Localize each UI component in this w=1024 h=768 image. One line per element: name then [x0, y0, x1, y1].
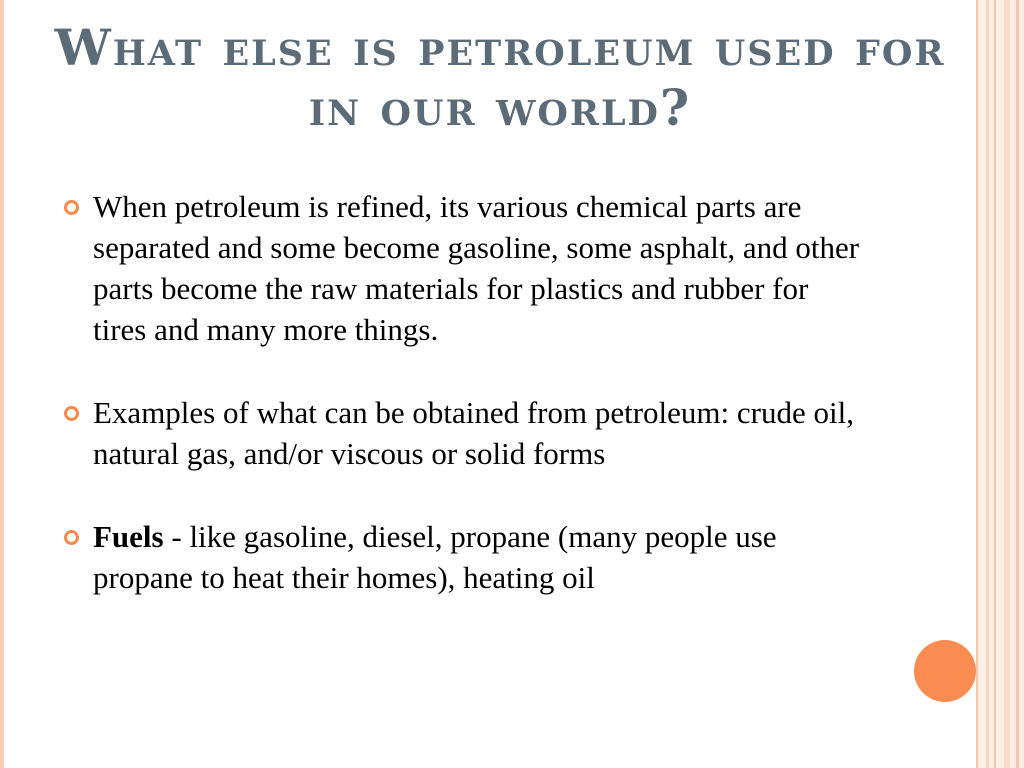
bullet-item-fuels: [64, 516, 864, 598]
hollow-circle-bullet-icon: [64, 530, 79, 545]
bullet-text: Examples of what can be obtained from petroleum: crude oil, natural gas, and/or viscous or solid forms: [93, 395, 854, 471]
bullet-item-examples: [64, 392, 864, 474]
slide-title: What else is petroleum used for in our world?: [54, 18, 946, 137]
stripe: [976, 0, 978, 768]
right-stripes-decoration: [976, 0, 1024, 768]
hollow-circle-bullet-icon: [64, 406, 79, 421]
orange-circle-decoration: [914, 640, 976, 702]
bullet-text: When petroleum is refined, its various chemical parts are separated and some become gasoline, some asphalt, and other parts become the raw materials for plastics and rubber for tires and many more things.: [93, 189, 860, 347]
left-border-decoration: [0, 0, 4, 768]
hollow-circle-bullet-icon: [64, 200, 79, 215]
stripe: [994, 0, 996, 768]
bullet-bold-term: Fuels: [93, 519, 164, 554]
stripe: [986, 0, 989, 768]
stripe: [1004, 0, 1010, 768]
bullet-item-refining: [64, 186, 864, 350]
stripe: [1016, 0, 1019, 768]
bullet-text: - like gasoline, diesel, propane (many people use propane to heat their homes), heating oil: [93, 519, 777, 595]
bullet-list: [64, 186, 864, 598]
